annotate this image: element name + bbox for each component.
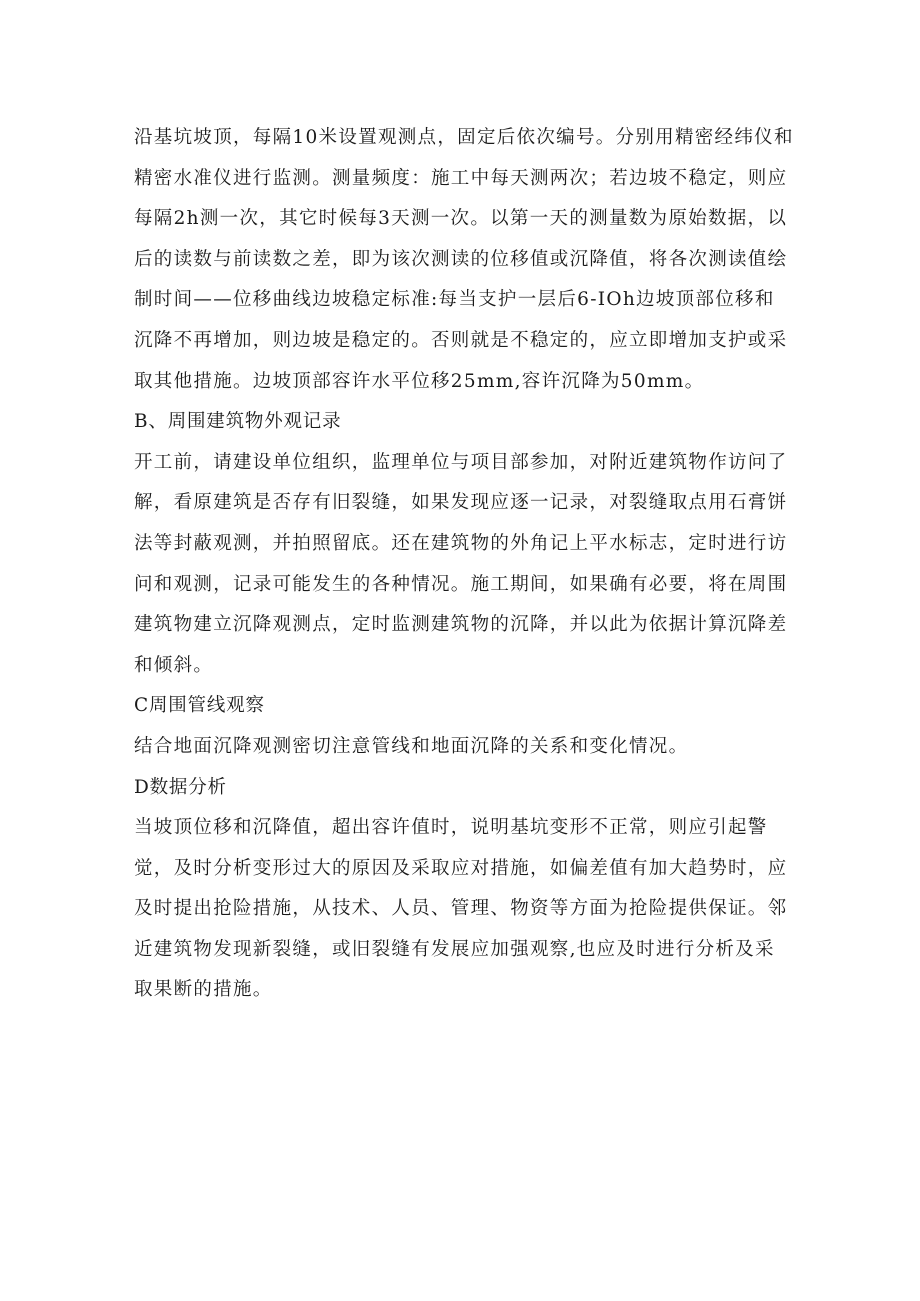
paragraph-building-record: 开工前，请建设单位组织，监理单位与项目部参加，对附近建筑物作访问了解，看原建筑是否存有旧裂缝，如果发现应逐一记录，对裂缝取点用石膏饼法等封蔽观测，并拍照留底。还在建筑物的外角记上平水标志，定时进行访问和观测，记录可能发生的各种情况。施工期间，如果确有必要，将在周围建筑物建立沉降观测点，定时监测建筑物的沉降，并以此为依据计算沉降差和倾斜。 bbox=[134, 451, 788, 676]
paragraph-data-analysis: 当坡顶位移和沉降值，超出容许值时，说明基坑变形不正常，则应引起警觉，及时分析变形过大的原因及采取应对措施，如偏差值有加大趋势时，应及时提出抢险措施，从技术、人员、管理、物资等方面为抢险提供保证。邻近建筑物发现新裂缝，或旧裂缝有发展应加强观察,也应及时进行分析及采取果断的措施。 bbox=[134, 817, 788, 1001]
heading-data-analysis: D数据分析 bbox=[134, 776, 227, 798]
heading-building-appearance: B、周围建筑物外观记录 bbox=[134, 411, 342, 433]
paragraph-pipeline: 结合地面沉降观测密切注意管线和地面沉降的关系和变化情况。 bbox=[134, 735, 689, 757]
paragraph-monitoring-points: 沿基坑坡顶，每隔10米设置观测点，固定后依次编号。分别用精密经纬仪和精密水准仪进行监测。测量频度：施工中每天测两次；若边坡不稳定，则应每隔2h测一次，其它时候每3天测一次。以第一天的测量数为原始数据，以后的读数与前读数之差，即为该次测读的位移值或沉降值，将各次测读值绘制时间——位移曲线边坡稳定标准:每当支护一层后6-IOh边坡顶部位移和沉降不再增加，则边坡是稳定的。否则就是不稳定的，应立即增加支护或采取其他措施。边坡顶部容许水平位移25mm,容许沉降为50mm。 bbox=[134, 127, 794, 392]
heading-pipeline-observation: C周围管线观察 bbox=[134, 695, 265, 717]
document-body bbox=[134, 118, 794, 1011]
